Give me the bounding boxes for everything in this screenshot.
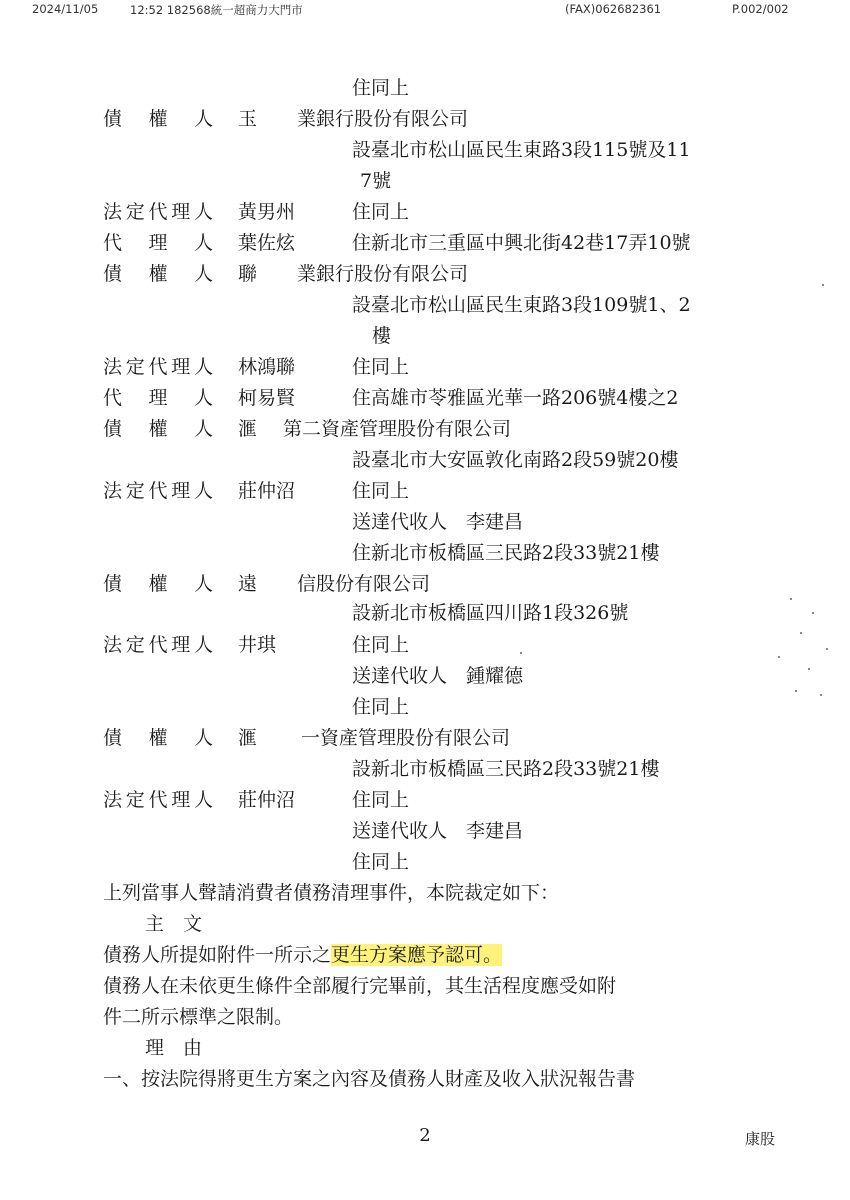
representative-address: 住同上 [352,201,410,223]
role-label: 法 定 代 理 人 [103,201,213,223]
scan-speckle [790,598,792,600]
scan-speckle [812,612,814,614]
creditor-address: 設臺北市松山區民生東路3段109號1、2 [352,294,691,316]
ruling-intro: 上列當事人聲請消費者債務清理事件，本院裁定如下： [103,882,560,904]
redaction-mark [257,420,283,440]
creditor-name: 玉 業銀行股份有限公司 [238,108,469,130]
address-same: 住同上 [352,77,410,99]
highlighted-text: 更生方案應予認可。 [331,944,503,966]
fax-sender-line: 12:52 182568統一超商力大門市 [130,3,303,17]
representative-address: 住同上 [352,356,410,378]
main-text-item-2-cont: 件二所示標準之限制。 [103,1006,294,1028]
scan-speckle [520,652,522,654]
representative-name: 莊仲沼 [238,480,296,502]
creditor-address: 設新北市板橋區四川路1段326號 [352,602,629,624]
creditor-name: 滙 第二資產管理股份有限公司 [238,418,512,440]
representative-address: 住同上 [352,480,410,502]
creditor-name: 滙 一資產管理股份有限公司 [238,727,511,749]
creditor-name: 遠 信股份有限公司 [238,573,431,595]
fax-date: 2024/11/05 [32,2,99,16]
service-agent: 送達代收人 李建昌 [352,511,524,533]
agent-address: 住高雄市苓雅區光華一路206號4樓之2 [352,387,679,409]
service-agent: 送達代收人 鍾耀德 [352,665,524,687]
scan-speckle [795,690,797,692]
scan-speckle [778,656,780,658]
main-text-item-2: 債務人在未依更生條件全部履行完畢前，其生活程度應受如附 [103,975,617,997]
main-text-heading: 主 文 [145,913,203,935]
creditor-address: 設臺北市松山區民生東路3段115號及11 [352,139,691,161]
creditor-address: 設臺北市大安區敦化南路2段59號20樓 [352,449,679,471]
representative-name: 莊仲沼 [238,789,296,811]
role-label: 債 權 人 [103,263,213,285]
service-agent: 送達代收人 李建昌 [352,820,524,842]
role-label: 法 定 代 理 人 [103,789,213,811]
representative-name: 井琪 [238,634,277,656]
redaction-mark [257,265,297,285]
redaction-mark [257,110,297,130]
scan-speckle [820,694,822,696]
representative-name: 林鴻聯 [238,356,296,378]
creditor-address-cont: 7號 [360,170,392,192]
service-address: 住新北市板橋區三民路2段33號21樓 [352,542,660,564]
role-label: 債 權 人 [103,418,213,440]
role-label: 債 權 人 [103,108,213,130]
reasons-heading: 理 由 [145,1037,203,1059]
service-address: 住同上 [352,696,410,718]
scan-speckle [822,284,824,286]
page-number: 2 [419,1125,431,1146]
fax-page-count: P.002/002 [732,2,789,16]
representative-address: 住同上 [352,634,410,656]
role-label: 代 理 人 [103,387,213,409]
agent-address: 住新北市三重區中興北街42巷17弄10號 [352,232,691,254]
role-label: 法 定 代 理 人 [103,356,213,378]
agent-name: 葉佐炫 [238,232,296,254]
representative-address: 住同上 [352,789,410,811]
fax-number: (FAX)062682361 [565,2,662,16]
role-label: 法 定 代 理 人 [103,480,213,502]
role-label: 法 定 代 理 人 [103,634,213,656]
scan-speckle [800,632,802,634]
reason-paragraph-1: 一、按法院得將更生方案之內容及債務人財產及收入狀況報告書 [103,1068,636,1090]
scan-speckle [808,668,810,670]
redaction-mark [257,729,301,749]
redaction-mark [257,575,297,595]
role-label: 債 權 人 [103,573,213,595]
creditor-name: 聯 業銀行股份有限公司 [238,263,469,285]
scan-speckle [826,648,828,650]
role-label: 代 理 人 [103,232,213,254]
main-text-item-1: 債務人所提如附件一所示之更生方案應予認可。 [103,944,503,966]
role-label: 債 權 人 [103,727,213,749]
representative-name: 黃男州 [238,201,296,223]
service-address: 住同上 [352,851,410,873]
division-label: 康股 [745,1130,776,1148]
creditor-address: 設新北市板橋區三民路2段33號21樓 [352,758,660,780]
creditor-address-cont: 樓 [372,325,392,347]
agent-name: 柯易賢 [238,387,296,409]
